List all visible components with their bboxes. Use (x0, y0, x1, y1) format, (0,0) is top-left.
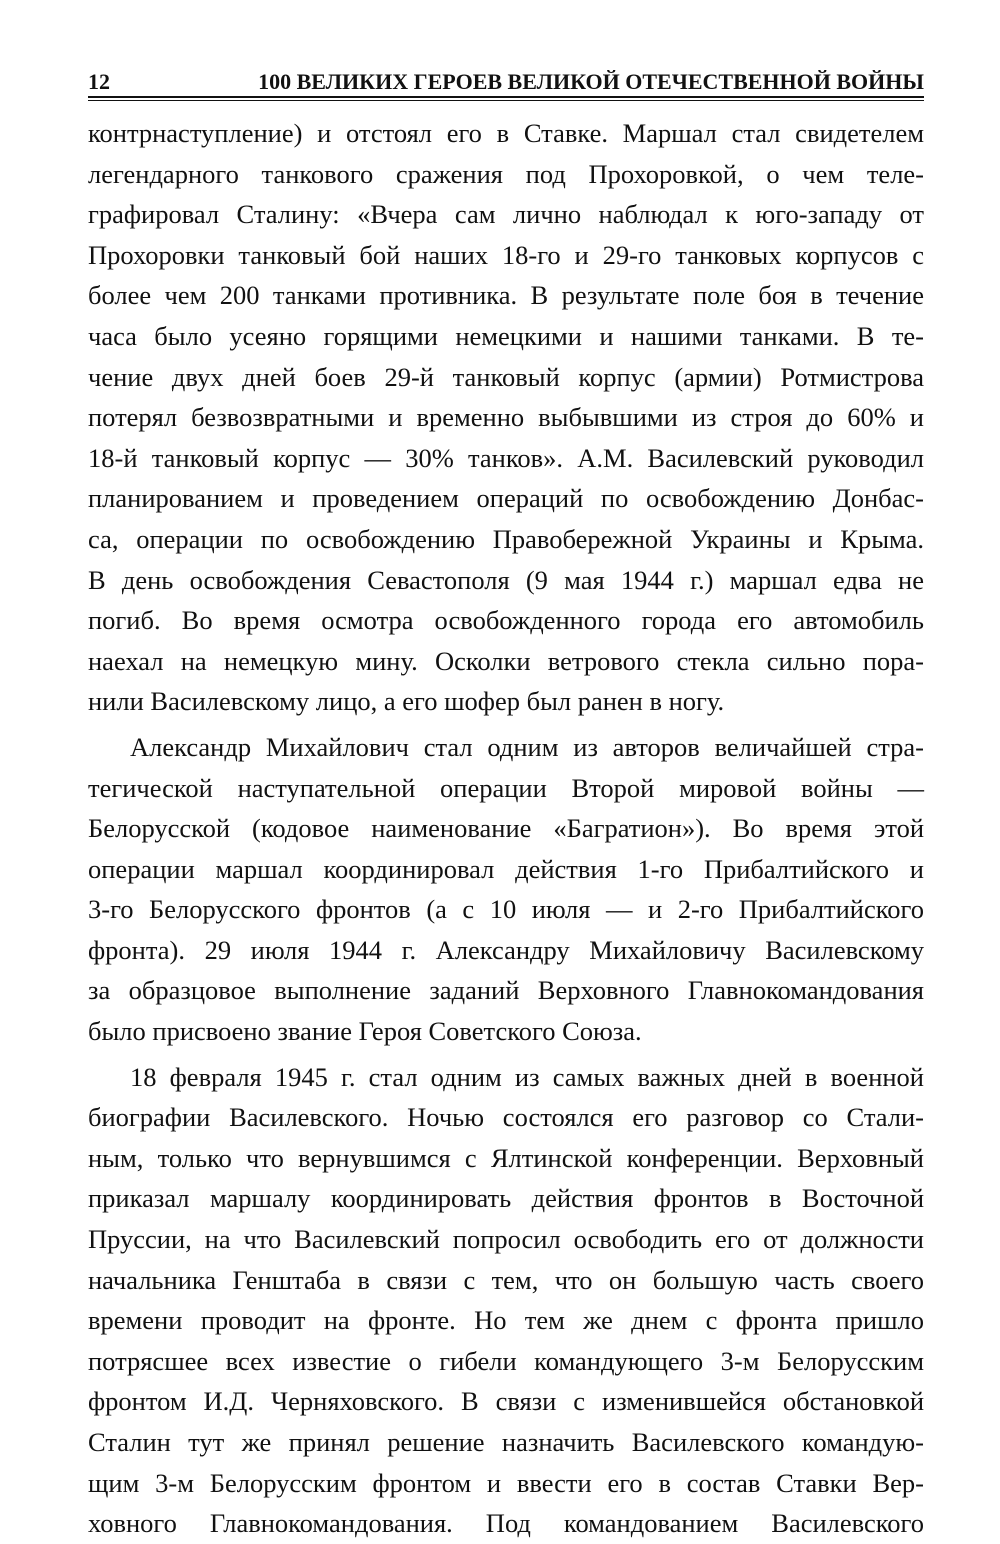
text-line: потрясшее всех известие о гибели командующего 3-м Белорусским (88, 1345, 924, 1376)
text-line: приказал маршалу координировать действия фронтов в Восточной (88, 1183, 924, 1214)
text-line: тегической наступательной операции Второй мировой войны — (88, 772, 924, 803)
text-line: начальника Генштаба в связи с тем, что он большую часть своего (88, 1264, 924, 1295)
page-number: 12 (88, 69, 110, 94)
text-line: Александр Михайлович стал одним из авторов величайшей стра- (130, 731, 924, 762)
text-line: фронтом И.Д. Черняховского. В связи с изменившейся обстановкой (88, 1386, 924, 1417)
text-line: за образцовое выполнение заданий Верховного Главнокомандования (88, 975, 924, 1006)
text-line: Сталин тут же принял решение назначить Василевского командую- (88, 1427, 924, 1457)
header-rule (88, 96, 924, 101)
text-line: нили Василевскому лицо, а его шофер был ранен в ногу. (88, 686, 725, 717)
text-line: потерял безвозвратными и временно выбывшими из строя до 60% и (88, 402, 924, 433)
text-line: часа было усеяно горящими немецкими и нашими танками. В те- (88, 320, 924, 351)
text-line: са, операции по освобождению Правобережной Украины и Крыма. (88, 523, 924, 554)
text-line: легендарного танкового сражения под Прохоровкой, о чем теле- (88, 158, 924, 189)
text-line: погиб. Во время осмотра освобожденного города его автомобиль (88, 605, 924, 636)
text-line: фронта). 29 июля 1944 г. Александру Михайловичу Василевскому (88, 934, 924, 965)
text-line: графировал Сталину: «Вчера сам лично наблюдал к юго-западу от (88, 199, 924, 230)
text-line: чение двух дней боев 29-й танковый корпус (армии) Ротмистрова (88, 361, 924, 392)
text-line: Белорусской (кодовое наименование «Багратион»). Во время этой (88, 813, 924, 844)
body-text (88, 113, 924, 1544)
text-line: 3-го Белорусского фронтов (а с 10 июля — и 2-го Прибалтийского (88, 894, 924, 925)
text-line: наехал на немецкую мину. Осколки ветрового стекла сильно пора- (88, 645, 924, 676)
text-line: ным, только что вернувшимся с Ялтинской конференции. Верховный (88, 1142, 924, 1173)
text-line: более чем 200 танками противника. В результате поле боя в течение (88, 280, 924, 311)
text-line: контрнаступление) и отстоял его в Ставке. Маршал стал свидетелем (88, 118, 924, 148)
text-line: 18 февраля 1945 г. стал одним из самых важных дней в военной (130, 1061, 924, 1092)
paragraph-2 (88, 727, 924, 1052)
text-line: щим 3-м Белорусским фронтом и ввести его в состав Ставки Вер- (88, 1467, 924, 1498)
text-line: ховного Главнокомандования. Под командованием Василевского (88, 1508, 924, 1539)
text-line: В день освобождения Севастополя (9 мая 1944 г.) маршал едва не (88, 564, 924, 595)
text-line: времени проводит на фронте. Но тем же днем с фронта пришло (88, 1305, 924, 1336)
text-line: 18-й танковый корпус — 30% танков». А.М. Василевский руководил (88, 442, 924, 473)
text-line: было присвоено звание Героя Советского Союза. (88, 1016, 642, 1047)
running-header (88, 60, 924, 94)
text-line: Прохоровки танковый бой наших 18-го и 29-го танковых корпусов с (88, 239, 924, 270)
text-line: Пруссии, на что Василевский попросил освободить его от должности (88, 1224, 924, 1255)
paragraph-1 (88, 113, 924, 722)
book-title: 100 ВЕЛИКИХ ГЕРОЕВ ВЕЛИКОЙ ОТЕЧЕСТВЕННОЙ ВОЙНЫ (258, 69, 924, 94)
text-line: планированием и проведением операций по освобождению Донбас- (88, 483, 924, 514)
paragraph-3 (88, 1057, 924, 1544)
text-line: биографии Василевского. Ночью состоялся его разговор со Стали- (88, 1102, 924, 1133)
text-line: операции маршал координировал действия 1-го Прибалтийского и (88, 853, 924, 884)
